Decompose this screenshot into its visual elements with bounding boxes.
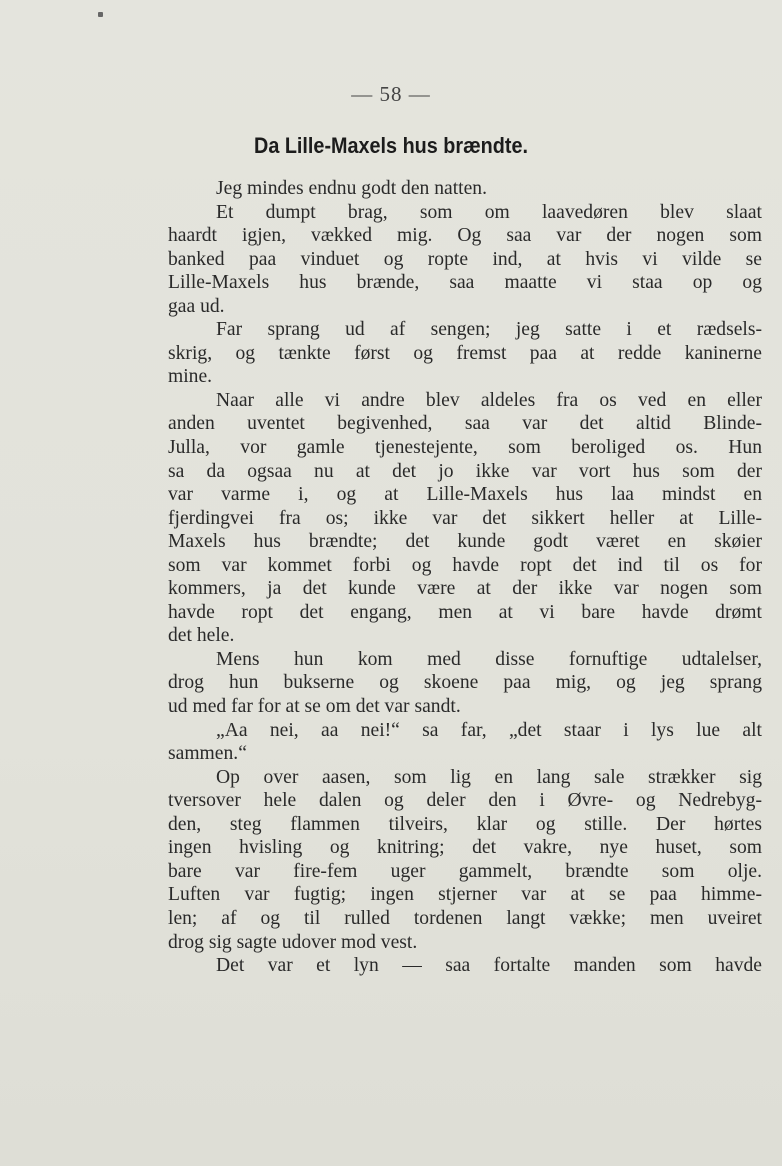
text-line: drog hun bukserne og skoene paa mig, og jeg sprang: [168, 672, 762, 694]
text-line: haardt igjen, vækked mig. Og saa var der nogen som: [168, 225, 762, 247]
text-line: tversover hele dalen og deler den i Øvre- og Nedrebyg-: [168, 790, 762, 812]
text-line: Op over aasen, som lig en lang sale strækker sig: [216, 766, 762, 788]
text-line: Lille-Maxels hus brænde, saa maatte vi staa op og: [168, 272, 762, 294]
text-line: Jeg mindes endnu godt den natten.: [216, 178, 487, 199]
text-line: Et dumpt brag, som om laavedøren blev slaat: [216, 201, 762, 223]
text-line: var varme i, og at Lille-Maxels hus laa mindst en: [168, 484, 762, 506]
text-line: banked paa vinduet og ropte ind, at hvis vi vilde se: [168, 248, 762, 270]
text-line: skrig, og tænkte først og fremst paa at redde kaninerne: [168, 342, 762, 364]
body-text: [168, 177, 762, 978]
text-line: Det var et lyn — saa fortalte manden som havde: [216, 955, 762, 977]
text-line: Julla, vor gamle tjenestejente, som beroliged os. Hun: [168, 437, 762, 459]
text-line: Luften var fugtig; ingen stjerner var at se paa himme-: [168, 884, 762, 906]
text-line: ud med far for at se om det var sandt.: [168, 696, 461, 718]
text-line: len; af og til rulled tordenen langt vække; men uveiret: [168, 907, 762, 929]
text-line: Far sprang ud af sengen; jeg satte i et rædsels-: [216, 319, 762, 341]
page-speck: [98, 12, 103, 17]
text-line: fjerdingvei fra os; ikke var det sikkert heller at Lille-: [168, 507, 762, 529]
text-line: sa da ogsaa nu at det jo ikke var vort hus som der: [168, 460, 762, 482]
text-line: bare var fire-fem uger gammelt, brændte som olje.: [168, 860, 762, 882]
chapter-title: Da Lille-Maxels hus brændte.: [254, 133, 528, 158]
text-line: gaa ud.: [168, 295, 225, 317]
text-line: Naar alle vi andre blev aldeles fra os ved en eller: [216, 389, 762, 411]
text-line: „Aa nei, aa nei!“ sa far, „det staar i lys lue alt: [216, 719, 762, 741]
text-line: drog sig sagte udover mod vest.: [168, 931, 418, 953]
text-line: mine.: [168, 366, 213, 388]
text-line: anden uventet begivenhed, saa var det altid Blinde-: [168, 413, 762, 435]
text-line: sammen.“: [168, 743, 247, 765]
text-line: ingen hvisling og knitring; det vakre, nye huset, som: [168, 837, 762, 859]
text-line: Maxels hus brændte; det kunde godt været en skøier: [168, 531, 762, 553]
text-line: Mens hun kom med disse fornuftige udtalelser,: [216, 648, 762, 670]
text-line: kommers, ja det kunde være at der ikke var nogen som: [168, 578, 762, 600]
text-line: havde ropt det engang, men at vi bare havde drømt: [168, 601, 762, 623]
text-line: som var kommet forbi og havde ropt det ind til os for: [168, 554, 762, 576]
page-number: — 58 —: [351, 82, 431, 106]
text-line: det hele.: [168, 625, 235, 647]
text-line: den, steg flammen tilveirs, klar og stille. Der hørtes: [168, 813, 762, 835]
